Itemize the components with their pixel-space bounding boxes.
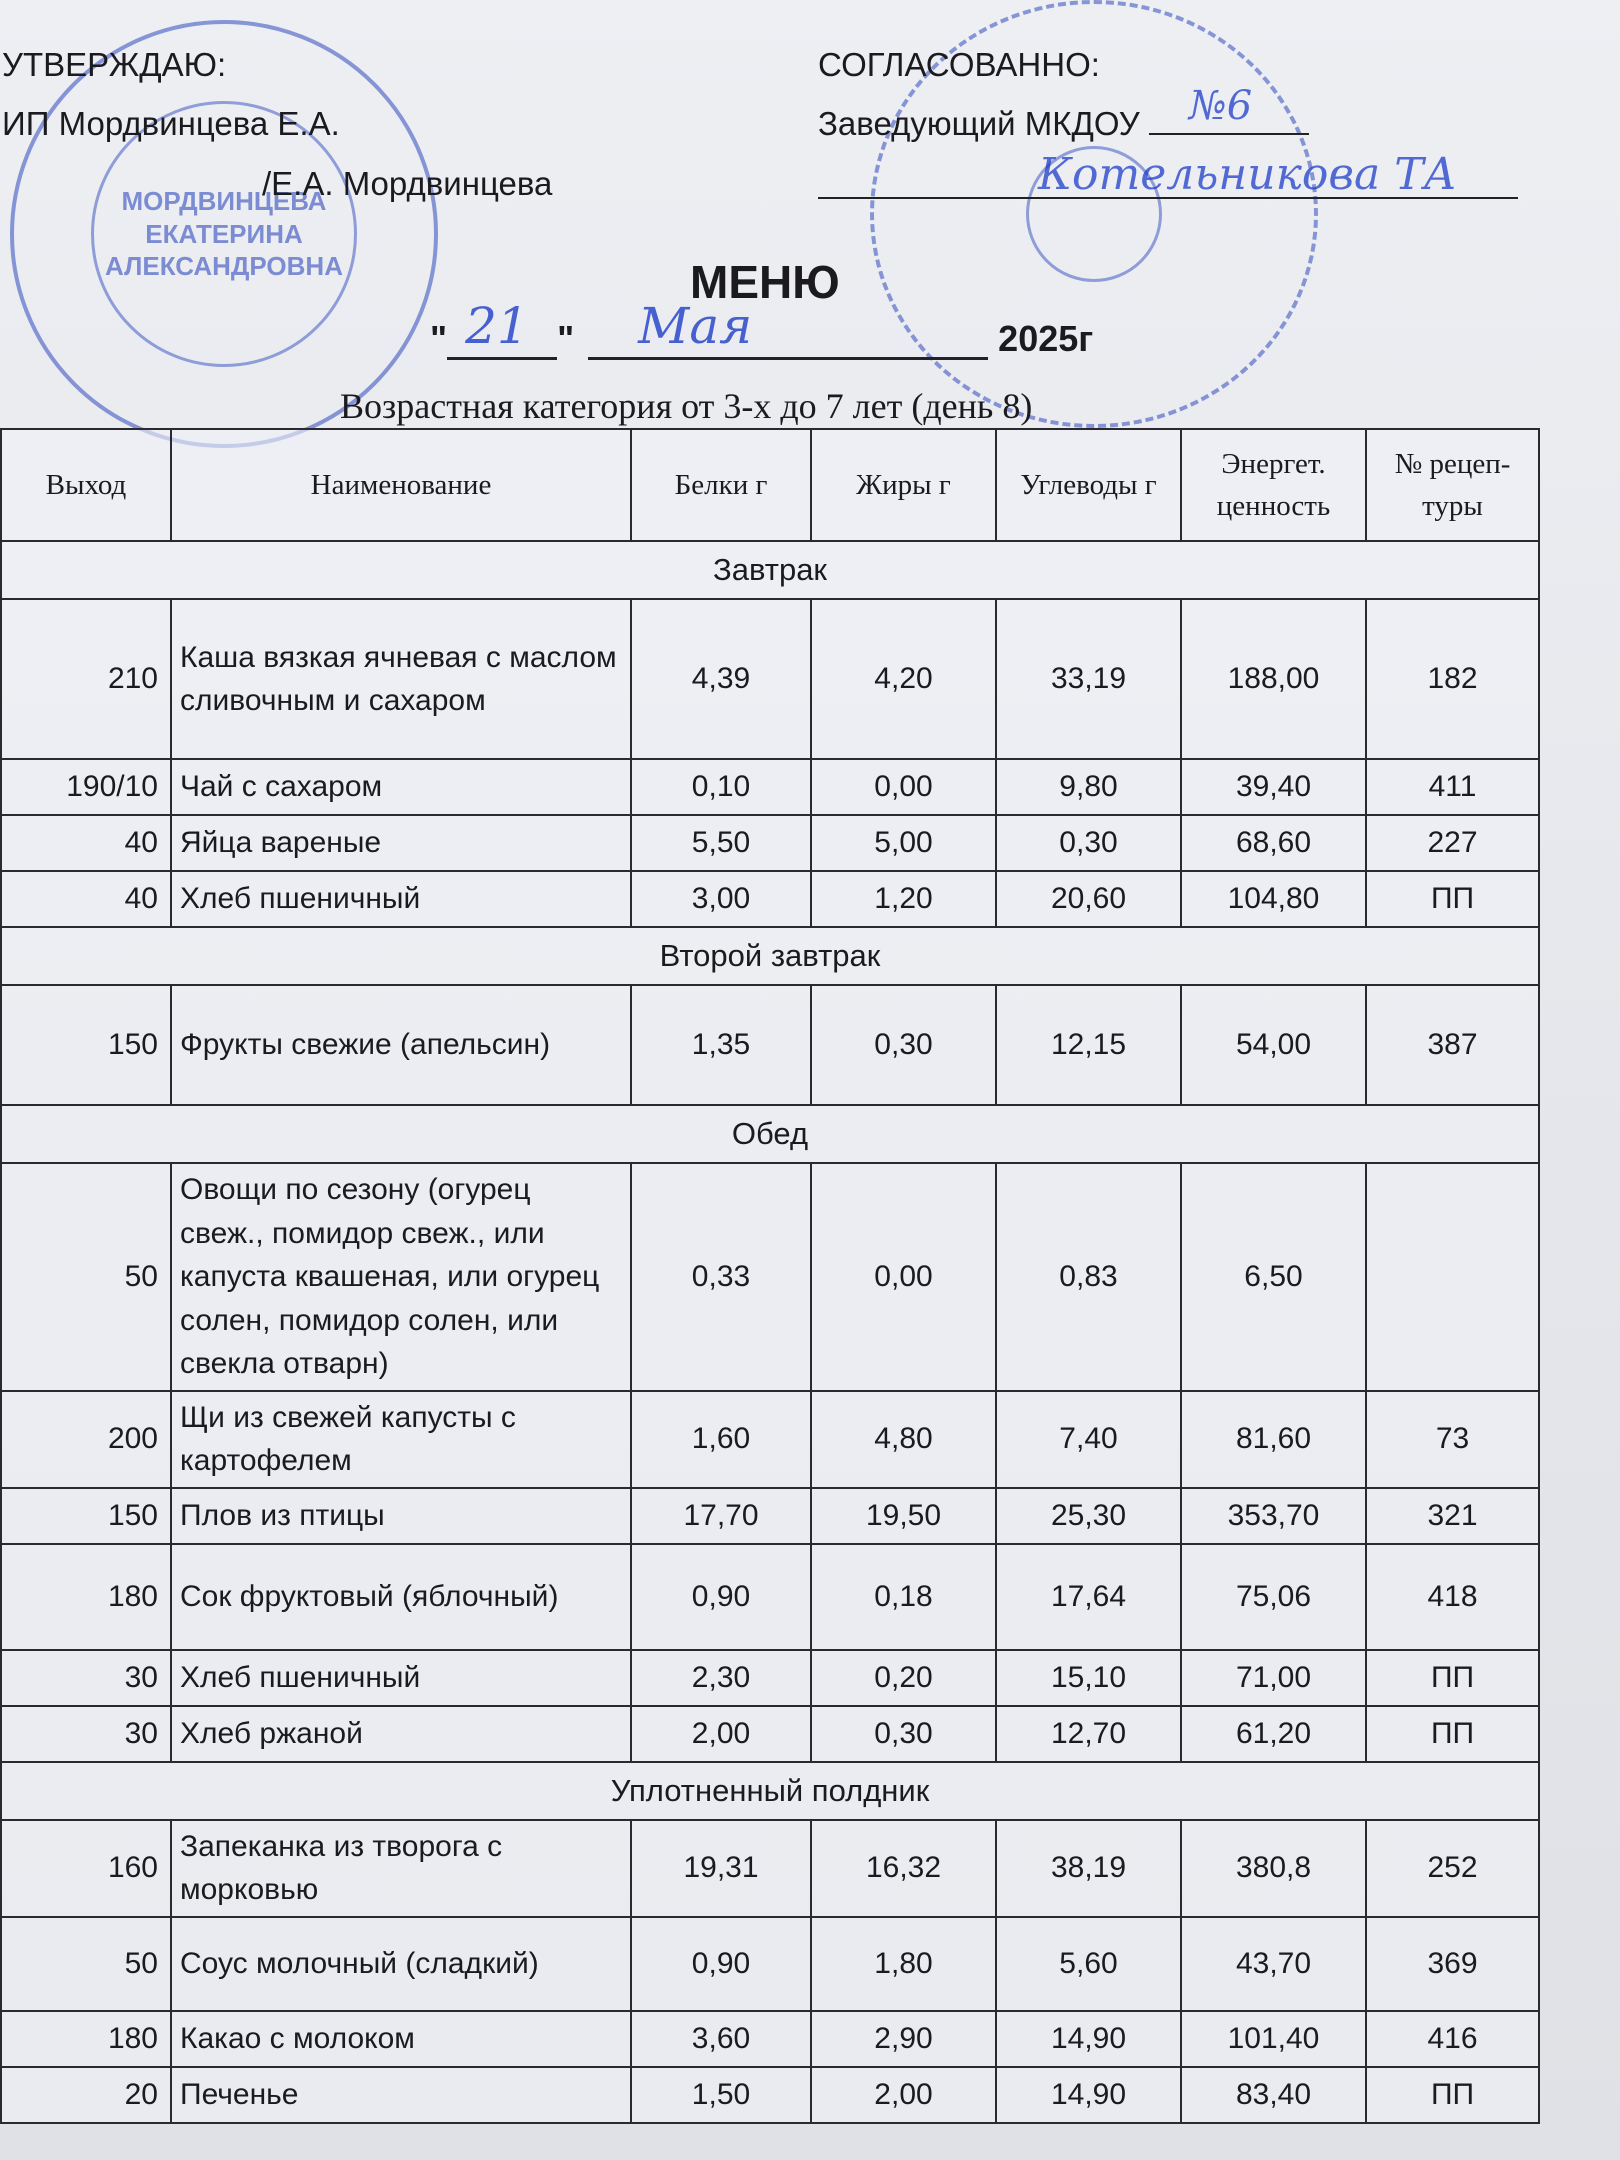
- approve-name: /Е.А. Мордвинцева: [262, 164, 553, 202]
- table-row: [1, 1820, 1539, 1917]
- col-header-energy: Энергет. ценность: [1181, 429, 1366, 541]
- cell-fat: 0,00: [811, 1163, 996, 1391]
- agree-signature: Котельникова ТА: [1038, 148, 1457, 200]
- cell-protein: 3,60: [631, 2011, 811, 2067]
- cell-energy: 83,40: [1181, 2067, 1366, 2123]
- cell-carbs: 17,64: [996, 1544, 1181, 1650]
- cell-carbs: 0,30: [996, 815, 1181, 871]
- cell-energy: 54,00: [1181, 985, 1366, 1105]
- cell-name: Какао с молоком: [171, 2011, 631, 2067]
- cell-protein: 0,90: [631, 1544, 811, 1650]
- cell-out: 210: [1, 599, 171, 759]
- cell-protein: 0,90: [631, 1917, 811, 2011]
- cell-energy: 104,80: [1181, 871, 1366, 927]
- section-title: Завтрак: [1, 541, 1539, 599]
- table-row: [1, 1163, 1539, 1391]
- section-row: [1, 541, 1539, 599]
- cell-protein: 1,60: [631, 1391, 811, 1488]
- cell-recipe: 416: [1366, 2011, 1539, 2067]
- menu-table-body: [1, 541, 1539, 2123]
- cell-carbs: 14,90: [996, 2011, 1181, 2067]
- cell-protein: 4,39: [631, 599, 811, 759]
- cell-protein: 0,10: [631, 759, 811, 815]
- cell-out: 50: [1, 1917, 171, 2011]
- cell-energy: 43,70: [1181, 1917, 1366, 2011]
- cell-energy: 81,60: [1181, 1391, 1366, 1488]
- table-row: [1, 1488, 1539, 1544]
- section-row: [1, 1105, 1539, 1163]
- cell-carbs: 12,15: [996, 985, 1181, 1105]
- cell-out: 30: [1, 1650, 171, 1706]
- approve-block: [2, 44, 552, 222]
- menu-title: МЕНЮ: [690, 256, 840, 308]
- agree-mark: №6: [1188, 83, 1253, 130]
- approve-name-line: [2, 163, 552, 204]
- cell-out: 160: [1, 1820, 171, 1917]
- cell-out: 30: [1, 1706, 171, 1762]
- cell-carbs: 7,40: [996, 1391, 1181, 1488]
- cell-recipe: 321: [1366, 1488, 1539, 1544]
- section-title: Обед: [1, 1105, 1539, 1163]
- section-title: Второй завтрак: [1, 927, 1539, 985]
- cell-name: Соус молочный (сладкий): [171, 1917, 631, 2011]
- col-header-carbs: Углеводы г: [996, 429, 1181, 541]
- cell-carbs: 15,10: [996, 1650, 1181, 1706]
- cell-name: Плов из птицы: [171, 1488, 631, 1544]
- cell-protein: 17,70: [631, 1488, 811, 1544]
- section-row: [1, 927, 1539, 985]
- cell-energy: 188,00: [1181, 599, 1366, 759]
- cell-name: Хлеб пшеничный: [171, 871, 631, 927]
- col-header-protein: Белки г: [631, 429, 811, 541]
- quote-open: ": [430, 318, 448, 359]
- cell-recipe: [1366, 1163, 1539, 1391]
- approve-label: УТВЕРЖДАЮ:: [2, 46, 227, 83]
- year-value: 2025г: [998, 318, 1094, 359]
- cell-fat: 4,80: [811, 1391, 996, 1488]
- cell-fat: 0,30: [811, 985, 996, 1105]
- cell-name: Каша вязкая ячневая с маслом сливочным и сахаром: [171, 599, 631, 759]
- cell-out: 40: [1, 815, 171, 871]
- cell-recipe: 387: [1366, 985, 1539, 1105]
- cell-fat: 0,18: [811, 1544, 996, 1650]
- cell-carbs: 38,19: [996, 1820, 1181, 1917]
- table-row: [1, 1650, 1539, 1706]
- cell-out: 190/10: [1, 759, 171, 815]
- cell-energy: 6,50: [1181, 1163, 1366, 1391]
- cell-name: Щи из свежей капусты с картофелем: [171, 1391, 631, 1488]
- cell-fat: 4,20: [811, 599, 996, 759]
- month-field: [588, 297, 988, 360]
- table-header-row: [1, 429, 1539, 541]
- table-row: [1, 1917, 1539, 2011]
- cell-protein: 3,00: [631, 871, 811, 927]
- cell-out: 180: [1, 1544, 171, 1650]
- cell-energy: 101,40: [1181, 2011, 1366, 2067]
- day-field: [447, 297, 557, 360]
- cell-energy: 61,20: [1181, 1706, 1366, 1762]
- cell-name: Овощи по сезону (огурец свеж., помидор свеж., или капуста квашеная, или огурец солен, помидор солен, или свекла отварн): [171, 1163, 631, 1391]
- cell-out: 180: [1, 2011, 171, 2067]
- cell-out: 50: [1, 1163, 171, 1391]
- agree-role: Заведующий МКДОУ: [818, 105, 1140, 143]
- agree-number-line: [1149, 83, 1309, 135]
- cell-fat: 2,00: [811, 2067, 996, 2123]
- cell-carbs: 9,80: [996, 759, 1181, 815]
- cell-recipe: 252: [1366, 1820, 1539, 1917]
- cell-fat: 0,30: [811, 1706, 996, 1762]
- cell-fat: 19,50: [811, 1488, 996, 1544]
- cell-name: Запеканка из творога с морковью: [171, 1820, 631, 1917]
- cell-carbs: 33,19: [996, 599, 1181, 759]
- month-value: Мая: [638, 297, 753, 355]
- cell-name: Печенье: [171, 2067, 631, 2123]
- cell-fat: 1,80: [811, 1917, 996, 2011]
- cell-fat: 1,20: [811, 871, 996, 927]
- cell-carbs: 20,60: [996, 871, 1181, 927]
- cell-name: Хлеб пшеничный: [171, 1650, 631, 1706]
- agree-signature-line: [818, 148, 1518, 208]
- cell-fat: 0,20: [811, 1650, 996, 1706]
- cell-energy: 71,00: [1181, 1650, 1366, 1706]
- cell-out: 40: [1, 871, 171, 927]
- cell-recipe: 411: [1366, 759, 1539, 815]
- table-row: [1, 815, 1539, 871]
- cell-carbs: 12,70: [996, 1706, 1181, 1762]
- table-row: [1, 1544, 1539, 1650]
- cell-recipe: 73: [1366, 1391, 1539, 1488]
- table-row: [1, 2011, 1539, 2067]
- cell-out: 20: [1, 2067, 171, 2123]
- cell-name: Хлеб ржаной: [171, 1706, 631, 1762]
- quote-close: ": [557, 318, 575, 359]
- cell-recipe: ПП: [1366, 1650, 1539, 1706]
- cell-carbs: 5,60: [996, 1917, 1181, 2011]
- cell-fat: 2,90: [811, 2011, 996, 2067]
- table-row: [1, 2067, 1539, 2123]
- agree-signature-underline: [818, 148, 1518, 200]
- cell-out: 150: [1, 1488, 171, 1544]
- table-row: [1, 599, 1539, 759]
- menu-date: [430, 297, 1094, 360]
- cell-energy: 68,60: [1181, 815, 1366, 871]
- table-row: [1, 1706, 1539, 1762]
- cell-protein: 5,50: [631, 815, 811, 871]
- table-row: [1, 1391, 1539, 1488]
- table-row: [1, 985, 1539, 1105]
- cell-energy: 75,06: [1181, 1544, 1366, 1650]
- cell-recipe: 418: [1366, 1544, 1539, 1650]
- cell-energy: 380,8: [1181, 1820, 1366, 1917]
- cell-protein: 0,33: [631, 1163, 811, 1391]
- col-header-name: Наименование: [171, 429, 631, 541]
- cell-protein: 1,35: [631, 985, 811, 1105]
- approve-org: ИП Мордвинцева Е.А.: [2, 105, 340, 143]
- cell-fat: 0,00: [811, 759, 996, 815]
- cell-protein: 1,50: [631, 2067, 811, 2123]
- cell-carbs: 25,30: [996, 1488, 1181, 1544]
- menu-table: [0, 428, 1540, 2124]
- cell-name: Фрукты свежие (апельсин): [171, 985, 631, 1105]
- cell-carbs: 14,90: [996, 2067, 1181, 2123]
- cell-recipe: ПП: [1366, 871, 1539, 927]
- agree-label: СОГЛАСОВАННО:: [818, 46, 1100, 83]
- cell-protein: 19,31: [631, 1820, 811, 1917]
- cell-energy: 39,40: [1181, 759, 1366, 815]
- section-title: Уплотненный полдник: [1, 1762, 1539, 1820]
- col-header-recipe: № рецеп-туры: [1366, 429, 1539, 541]
- cell-name: Яйца вареные: [171, 815, 631, 871]
- cell-energy: 353,70: [1181, 1488, 1366, 1544]
- cell-out: 150: [1, 985, 171, 1105]
- day-value: 21: [465, 297, 529, 355]
- table-row: [1, 759, 1539, 815]
- cell-recipe: ПП: [1366, 2067, 1539, 2123]
- cell-protein: 2,00: [631, 1706, 811, 1762]
- cell-carbs: 0,83: [996, 1163, 1181, 1391]
- cell-out: 200: [1, 1391, 171, 1488]
- cell-recipe: 369: [1366, 1917, 1539, 2011]
- cell-fat: 16,32: [811, 1820, 996, 1917]
- section-row: [1, 1762, 1539, 1820]
- cell-recipe: 227: [1366, 815, 1539, 871]
- agree-role-line: [818, 83, 1518, 144]
- menu-subtitle: Возрастная категория от 3-х до 7 лет (день 8): [340, 386, 1033, 426]
- cell-name: Чай с сахаром: [171, 759, 631, 815]
- cell-recipe: 182: [1366, 599, 1539, 759]
- cell-protein: 2,30: [631, 1650, 811, 1706]
- cell-recipe: ПП: [1366, 1706, 1539, 1762]
- cell-fat: 5,00: [811, 815, 996, 871]
- stamp-left-text: МОРДВИНЦЕВА ЕКАТЕРИНА АЛЕКСАНДРОВНА: [105, 186, 343, 282]
- cell-name: Сок фруктовый (яблочный): [171, 1544, 631, 1650]
- table-row: [1, 871, 1539, 927]
- agree-block: [818, 44, 1518, 226]
- col-header-fat: Жиры г: [811, 429, 996, 541]
- col-header-out: Выход: [1, 429, 171, 541]
